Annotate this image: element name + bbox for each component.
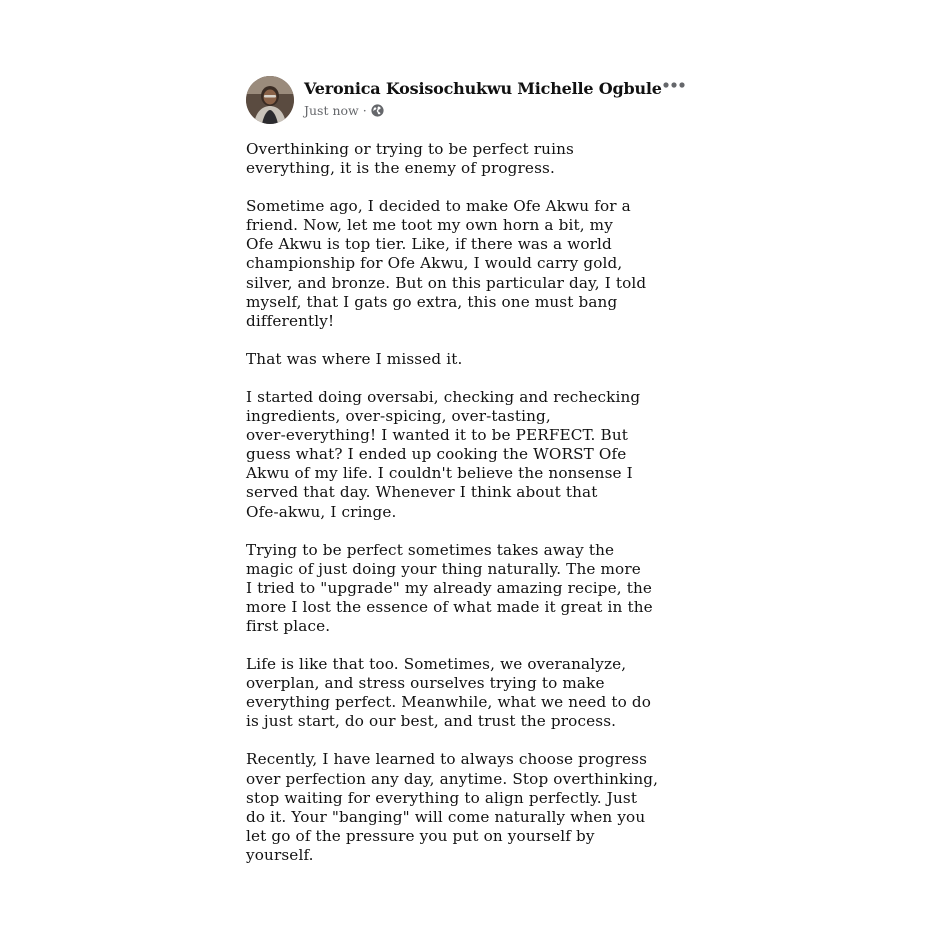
facebook-post [246, 76, 696, 884]
author-name[interactable]: Veronica Kosisochukwu Michelle Ogbule [304, 79, 662, 98]
post-header [246, 76, 696, 126]
post-meta [304, 103, 384, 118]
globe-icon[interactable] [371, 104, 384, 117]
post-paragraph: Trying to be perfect sometimes takes away the magic of just doing your thing naturally. The more I tried to "upgrade" my already amazing recipe, the more I lost the essence of what made it great in the first place. [246, 540, 653, 635]
post-body [246, 140, 696, 865]
timestamp[interactable]: Just now [304, 103, 359, 118]
more-options-icon[interactable] [662, 81, 686, 89]
post-paragraph: That was where I missed it. [246, 349, 463, 368]
post-paragraph: Recently, I have learned to always choose progress over perfection any day, anytime. Stop overthinking, stop waiting for everything to align perfectly. Just do it. Your "banging" will come naturally when you let go of the pressure you put on yourself by yourself. [246, 750, 659, 864]
avatar-image [246, 76, 294, 124]
post-paragraph: Life is like that too. Sometimes, we overanalyze, overplan, and stress ourselves trying to make everything perfect. Meanwhile, what we need to do is just start, do our best, and trust the process. [246, 655, 652, 731]
meta-separator: · [362, 103, 367, 118]
avatar[interactable] [246, 76, 294, 124]
post-paragraph: Overthinking or trying to be perfect ruins everything, it is the enemy of progress. [246, 140, 574, 178]
post-paragraph: Sometime ago, I decided to make Ofe Akwu for a friend. Now, let me toot my own horn a bit, my Ofe Akwu is top tier. Like, if there was a world championship for Ofe Akwu, I would carry gold, silver, and bronze. But on this particular day, I told myself, that I gats go extra, this one must bang differently! [246, 197, 647, 330]
post-paragraph: I started doing oversabi, checking and rechecking ingredients, over-spicing, over-tasting, over-everything! I wanted it to be PERFECT. But guess what? I ended up cooking the WORST Ofe Akwu of my life. I couldn't believe the nonsense I served that day. Whenever I think about that Ofe-akwu, I cringe. [246, 387, 641, 521]
